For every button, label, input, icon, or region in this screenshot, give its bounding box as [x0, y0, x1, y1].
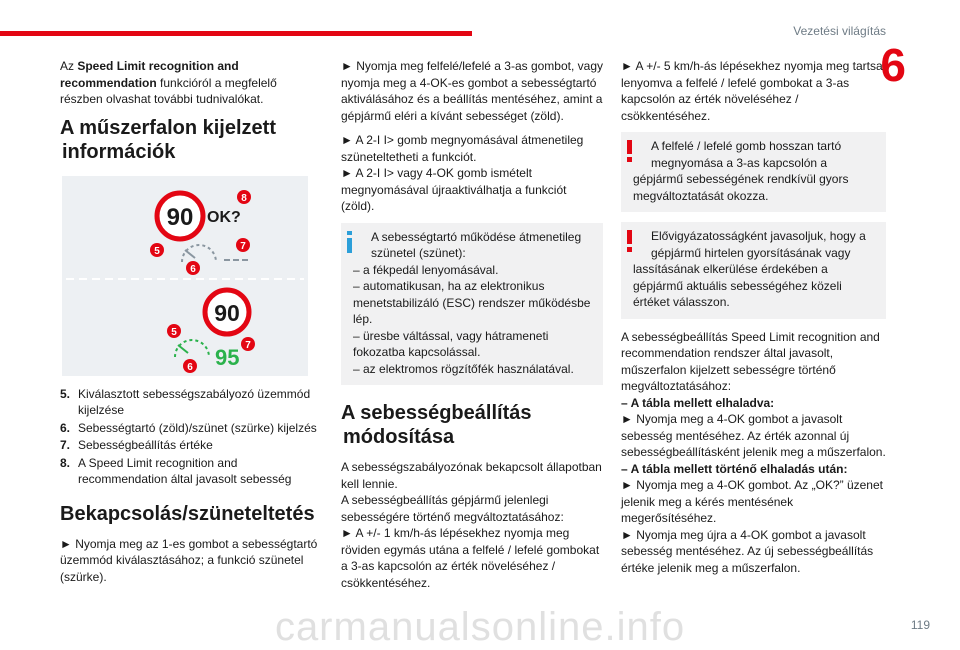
- heading-on-off: Bekapcsolás/szüneteltetés: [60, 502, 315, 525]
- paragraph: A sebességszabályozónak bekapcsolt állapotban kell lennie.: [341, 460, 602, 491]
- legend-item: 8. A Speed Limit recognition and recommendation által javasolt sebesség: [60, 455, 292, 486]
- callout-7a: 7: [240, 240, 246, 252]
- paragraph: A sebességbeállítás Speed Limit recognition and recommendation rendszer által javasolt, műszerfalon kijelzett sebességre történő megváltoztatásához:: [621, 329, 880, 393]
- callout-5b: 5: [171, 326, 177, 338]
- intro-paragraph: Az Speed Limit recognition and recommendation funkcióról a megfelelő részben olvashat további tudnivalókat.: [60, 59, 277, 106]
- speedometer-icon-green: [175, 340, 209, 357]
- info-icon: [346, 231, 354, 253]
- paragraph: ► A 2-I I> vagy 4-OK gomb ismételt megnyomásával újraaktiválhatja a funkciót (zöld).: [341, 166, 567, 213]
- heading-speed-change: A sebességbeállítás módosítása: [341, 402, 532, 448]
- speed-limit-lower-value: 90: [214, 299, 240, 326]
- callout-7b: 7: [245, 339, 251, 351]
- paragraph: ► Nyomja meg felfelé/lefelé a 3-as gombot, vagy nyomja meg a 4-OK-es gombot a sebességtartó aktiválásához és a beállítás mentéséhez, amint a gépjármű eléri a kívánt sebességet (zöld).: [341, 59, 604, 123]
- column-2: [341, 58, 603, 599]
- accent-bar: [0, 31, 472, 36]
- callout-5a: 5: [154, 245, 160, 257]
- chapter-number: 6: [880, 39, 906, 91]
- instrument-display-figure: [62, 176, 308, 376]
- info-box: A sebességtartó működése átmenetileg szünetel (szünet): – a fékpedál lenyomásával. – automatikusan, ha az elektronikus menetstabilizáló (ESC) rendszer működésbe lép. – üresbe váltással, vagy hátrameneti fokozatba kapcsolással. – az elektromos rögzítőfék használatával.: [341, 223, 603, 386]
- legend-item: 6. Sebességtartó (zöld)/szünet (szürke) kijelzés: [60, 420, 317, 435]
- speedometer-icon-grey: [182, 245, 216, 262]
- on-off-paragraph: ► Nyomja meg az 1-es gombot a sebességtartó üzemmód kiválasztásához; a funkció szünetel (szürke).: [60, 536, 318, 584]
- paragraph: ► Nyomja meg újra a 4-OK gombot a javasolt sebesség mentéséhez. Az új sebességbeállítás értéke jelenik meg a műszerfalon.: [621, 527, 874, 575]
- callout-8: 8: [241, 192, 247, 204]
- paragraph: A sebességbeállítás gépjármű jelenlegi sebességére történő megváltoztatásához:: [341, 493, 564, 524]
- paragraph: ► A +/- 5 km/h-ás lépésekhez nyomja meg tartsa lenyomva a felfelé / lefelé gombokat a 3-as kapcsolón az érték növeléséhez / csökkentéséhez.: [621, 59, 883, 123]
- paragraph: ► Nyomja meg a 4-OK gombot. Az „OK?” üzenet jelenik meg a kérés mentésének megerősítéséhez.: [621, 478, 883, 525]
- ok-prompt: OK?: [207, 208, 241, 226]
- heading-display-info: A műszerfalon kijelzett információk: [60, 116, 276, 163]
- paragraph: ► A +/- 1 km/h-ás lépésekhez nyomja meg röviden egymás utána a felfelé / lefelé gombokat a 3-as kapcsolón az érték növeléséhez / csökkentéséhez.: [341, 526, 600, 590]
- warning-box: Elővigyázatosságként javasoljuk, hogy a gépjármű hirtelen gyorsításának vagy lassításának elkerülése érdekében a gépjármű aktuális sebességéhez közeli értéket válasszon.: [621, 222, 886, 319]
- paragraph: ► A 2-I I> gomb megnyomásával átmenetileg szüneteltetheti a funkciót.: [341, 133, 584, 164]
- warning-box: A felfelé / lefelé gomb hosszan tartó megnyomása a 3-as kapcsolón a gépjármű sebességének rendkívül gyors megváltoztatását okozza.: [621, 132, 886, 212]
- warning-icon: [626, 230, 634, 252]
- section-title: Vezetési világítás: [793, 24, 886, 38]
- callout-6a: 6: [190, 263, 196, 275]
- paragraph-bold: – A tábla mellett történő elhaladás után:: [621, 461, 848, 476]
- paragraph-bold: – A tábla mellett elhaladva:: [621, 395, 775, 410]
- legend-item: 5. Kiválasztott sebességszabályozó üzemmód kijelzése: [60, 386, 311, 417]
- figure-legend: [60, 386, 322, 488]
- current-speed-value: 95: [215, 344, 240, 370]
- column-1: [60, 58, 322, 593]
- watermark: carmanualsonline.info: [274, 605, 686, 649]
- page-number: 119: [910, 618, 930, 632]
- legend-item: 7. Sebességbeállítás értéke: [60, 438, 213, 452]
- callout-6b: 6: [187, 361, 193, 373]
- column-3: [621, 58, 886, 584]
- speed-limit-upper-value: 90: [166, 203, 194, 231]
- warning-icon: [626, 140, 634, 162]
- paragraph: ► Nyomja meg a 4-OK gombot a javasolt sebesség mentéséhez. Az érték azonnal új sebességbeállításként jelenik meg a műszerfalon.: [621, 412, 886, 459]
